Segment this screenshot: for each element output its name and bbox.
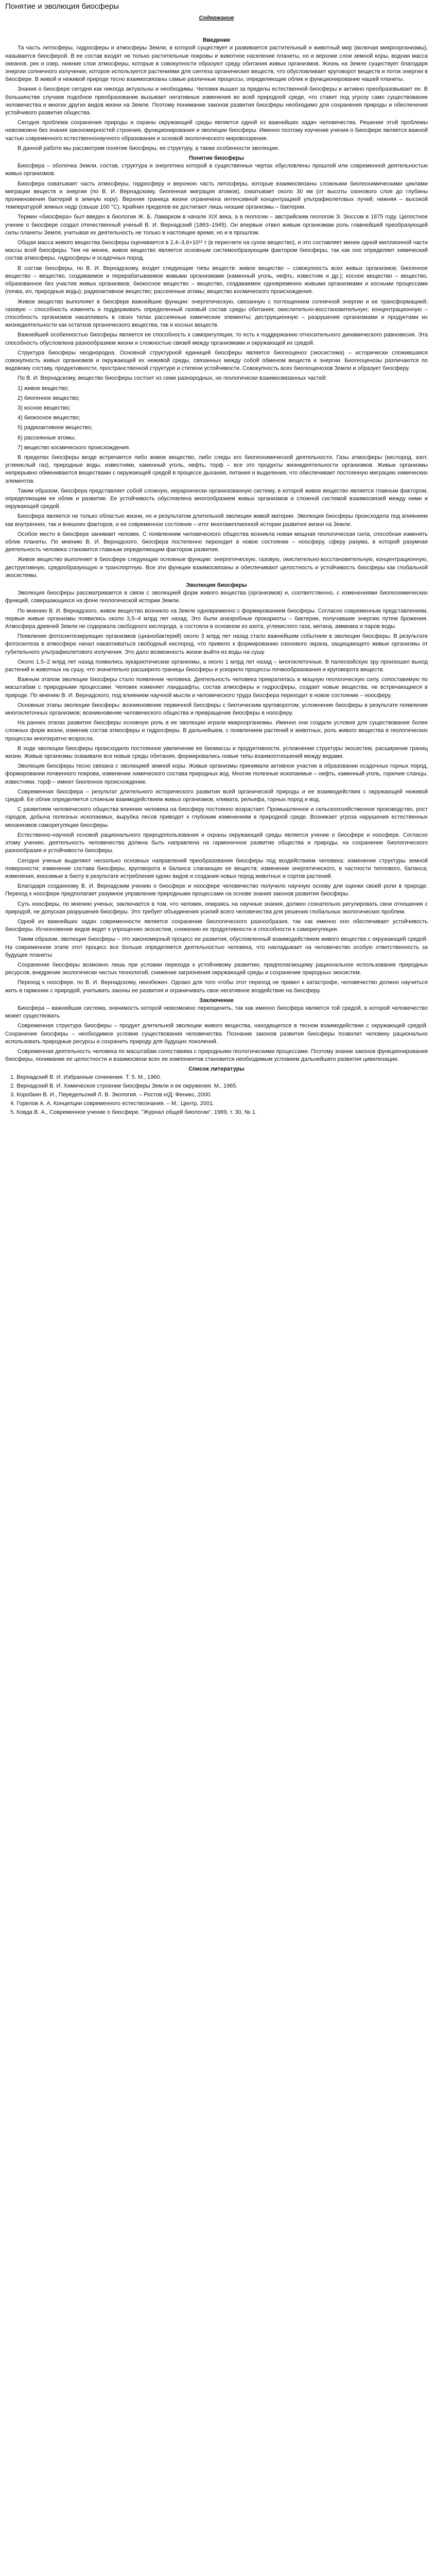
paragraph: 7) вещество космического происхождения. (18, 444, 131, 451)
section-references (5, 1065, 428, 1116)
references-list (5, 1074, 428, 1117)
reference-item: 4. Горелов А. А. Концепции современного естествознания. – М.: Центр, 2001. (10, 1100, 215, 1107)
section-conclusion (5, 997, 428, 1064)
paragraph: Знания о биосфере сегодня как никогда актуальны и необходимы. Человек вышел за пределы естественной биосферы и активно преобразовывает ее. В большинстве случаев подобное преобразование вызывает негативные изменения во всей природной среде, что ставит под угрозу само существование человечества и многих других видов жизни на Земле. Поэтому понимание законов развития биосферы необходимо для сохранения природы и обеспечения устойчивого развития общества. (5, 86, 428, 116)
paragraph: Термин «биосфера» был введен в биологии Ж. Б. Ламарком в начале XIX века, а в геологии – австрийским геологом Э. Зюссом в 1875 году. Целостное учение о биосфере создал отечественный ученый В. И. Вернадский (1863–1945). Он впервые отвел живым организмам роль главнейшей преобразующей силы планеты Земля, учитывая их деятельность не только в настоящее время, но и в прошлом. (5, 214, 428, 236)
paragraph: 1) живое вещество; (18, 385, 69, 392)
paragraph: Общая масса живого вещества биосферы оценивается в 2,4–3,6×10¹² т (в пересчете на сухое вещество), и это составляет менее одной миллионной части массы всей биосферы. Тем не менее, живое вещество является основным системообразующим фактором биосферы, так как оно определяет химический состав атмосферы, гидросферы и осадочных пород. (5, 240, 428, 262)
document-title: Понятие и эволюция биосферы (5, 2, 119, 11)
paragraph: По мнению В. И. Вернадского, живое вещество возникло на Земле одновременно с формированием биосферы. Согласно современным представлениям, первые живые организмы появились около 3,5–4 млрд лет назад. Это были анаэробные прокариоты – бактерии, получавшие энергию путем брожения. Атмосфера древней Земли не содержала свободного кислорода, а состояла в основном из азота, углекислого газа, метана, аммиака и паров воды. (5, 607, 428, 630)
paragraph: Сегодня проблема сохранения природы и охраны окружающей среды является одной из важнейших задач человечества. Решение этой проблемы невозможно без знания закономерностей строения, функционирования и эволюции биосферы. Именно поэтому изучение учения о биосфере является важной частью современного естественнонаучного образования и основой экологического мировоззрения. (5, 120, 428, 142)
paragraph: 4) биокосное вещество; (18, 415, 80, 421)
paragraph: Современная биосфера – результат длительного исторического развития всей органической природы и ее взаимодействия с окружающей неживой средой. Ее облик определяется сложным взаимодействием живых организмов, климата, рельефа, горных пород и вод. (5, 788, 428, 803)
paragraph: В данной работе мы рассмотрим понятие биосферы, ее структуру, а также особенности эволюции. (18, 145, 280, 151)
paragraph: Живое вещество выполняет в биосфере важнейшие функции: энергетическую, связанную с поглощением солнечной энергии и ее трансформацией; газовую – способность изменять и поддерживать определенный газовый состав среды обитания; окислительно-восстановительную; концентрационную – способность организмов накапливать в своих телах рассеянные химические элементы; деструкционную – разрушение организмами и продуктами их жизнедеятельности как остатков органического вещества, так и косных веществ. (5, 298, 428, 329)
references-heading: Список литературы (188, 1066, 245, 1073)
conclusion-body (5, 1005, 428, 1063)
paragraph: Современная деятельность человека по масштабам сопоставима с природными геологическими процессами. Поэтому знание законов функционирования биосферы, понимание ее целостности и взаимосвязи всех ее компонентов становится необходимым условием дальнейшего развития цивилизации. (5, 1048, 428, 1063)
paragraph: Биосфера – оболочка Земли, состав, структура и энергетика которой в существенных чертах обусловлены прошлой или современной деятельностью живых организмов. (5, 163, 428, 177)
paragraph: 2) биогенное вещество; (18, 395, 80, 401)
reference-item: 1. Вернадский В. И. Избранные сочинения. Т. 5. М., 1960. (10, 1074, 162, 1080)
paragraph: Особое место в биосфере занимает человек. С появлением человеческого общества возникла новая мощная геологическая сила, способная изменять облик планеты. По мнению В. И. Вернадского, биосфера постепенно переходит в новое состояние – ноосферу, сферу разума, в которой разумная деятельность человека становится главным определяющим фактором развития. (5, 531, 428, 553)
conclusion-heading: Заключение (199, 997, 234, 1004)
reference-item: 3. Коробкин В. И., Передельский Л. В. Экология. – Ростов н/Д: Феникс, 2000. (10, 1091, 212, 1098)
section-concept (5, 155, 428, 580)
section-evolution (5, 582, 428, 995)
paragraph: Одной из важнейших задач современности является сохранение биологического разнообразия, так как именно оно обеспечивает устойчивость биосферы. Исчезновение видов ведет к упрощению экосистем, снижению их продуктивности и способности к саморегуляции. (5, 918, 428, 933)
introduction-body (5, 44, 428, 152)
paragraph: Биосфера охватывает часть атмосферы, гидросферу и верхнюю часть литосферы, которые взаимосвязаны сложными биогеохимическими циклами миграции веществ и энергии (по В. И. Вернадскому, биогенная миграция атомов), охватывает около 30 км (от высоты озонового слоя до глубины проникновения бактерий в земную кору). Верхняя граница жизни ограничена интенсивной концентрацией ультрафиолетовых лучей; нижняя – высокой температурой земных недр (свыше 100 °С). Крайних пределов ее достигают лишь низшие организмы – бактерии. (5, 180, 428, 211)
paragraph: Появление фотосинтезирующих организмов (цианобактерий) около 3 млрд лет назад стало важнейшим событием в эволюции биосферы. В результате фотосинтеза в атмосфере начал накапливаться свободный кислород, что привело к формированию озонового экрана, защищающего живые организмы от губительного ультрафиолетового излучения. Это дало возможность жизни выйти из воды на сушу. (5, 633, 428, 655)
paragraph: Важнейшей особенностью биосферы является ее способность к саморегуляции, то есть к поддержанию относительного динамического равновесия. Эта способность обусловлена разнообразием жизни и сложностью связей между организмами и окружающей их средой. (5, 332, 428, 346)
paragraph: Структура биосферы неоднородна. Основной структурной единицей биосферы является биогеоценоз (экосистема) – исторически сложившаяся совокупность живых организмов и окружающей их неживой среды, связанных между собой обменом веществ и энергии. Биогеоценозы различаются по видовому составу, продуктивности, пространственной структуре и степени устойчивости. Совокупность всех биогеоценозов Земли и образует биосферу. (5, 349, 428, 372)
paragraph: Эволюция биосферы рассматривается в связи с эволюцией форм живого вещества (организмов) и, соответственно, с изменениями биогеохимических функций, совершающихся на фоне геологической истории Земли. (5, 590, 428, 604)
reference-item: 2. Вернадский В. И. Химическое строение биосферы Земли и ее окружения. М., 1965. (10, 1082, 238, 1089)
paragraph: Суть ноосферы, по мнению ученых, заключается в том, что человек, опираясь на научные знания, должен сознательно регулировать свои отношения с природой, не допуская разрушения биосферы. Это требует объединения усилий всего человечества для решения глобальных экологических проблем. (5, 901, 428, 915)
paragraph: Эволюция биосферы тесно связана с эволюцией земной коры. Живые организмы принимали активное участие в образовании осадочных горных пород, формировании почвенного покрова, изменении химического состава природных вод. Многие полезные ископаемые – нефть, каменный уголь, горючие сланцы, известняки, торф – имеют биогенное происхождение. (5, 763, 428, 785)
paragraph: Современная структура биосферы – продукт длительной эволюции живого вещества, находящегося в тесном взаимодействии с окружающей средой. Сохранение биосферы – необходимое условие существования человечества. Познание законов развития биосферы позволит человеку рационально использовать природные ресурсы и сохранить природу для будущих поколений. (5, 1023, 428, 1045)
paragraph: С развитием человеческого общества влияние человека на биосферу постоянно возрастает. Промышленное и сельскохозяйственное производство, рост городов, добыча полезных ископаемых, вырубка лесов приводят к глубоким изменениям в природной среде. Возникает угроза нарушения естественных механизмов саморегуляции биосферы. (5, 806, 428, 828)
paragraph: Сохранение биосферы возможно лишь при условии перехода к устойчивому развитию, предполагающему рациональное использование природных ресурсов, внедрение экологически чистых технологий, снижение загрязнения окружающей среды и сохранение природных экосистем. (5, 961, 428, 976)
paragraph: Живое вещество выполняет в биосфере следующие основные функции: энергетическую, газовую, окислительно-восстановительную, концентрационную, деструктивную, средообразующую и транспортную. Все эти функции взаимосвязаны и обеспечивают целостность и устойчивость биосферы как глобальной экосистемы. (5, 556, 428, 579)
paragraph: Благодаря созданному В. И. Вернадским учению о биосфере и ноосфере человечество получило научную основу для оценки своей роли в природе. Переход к ноосфере предполагает разумное управление природными процессами на основе знания законов развития биосферы. (5, 883, 428, 897)
section-introduction (5, 37, 428, 152)
paragraph: В ходе эволюции биосферы происходило постоянное увеличение ее биомассы и продуктивности, усложнение структуры экосистем, расширение границ жизни. Живые организмы осваивали все новые среды обитания, формировались новые типы взаимоотношений между видами. (5, 745, 428, 760)
paragraph: 6) рассеянные атомы; (18, 434, 76, 441)
paragraph: Сегодня ученые выделяют несколько основных направлений преобразования биосферы под воздействием человека: изменение структуры земной поверхности; изменение состава биосферы, круговорота и баланса слагающих ее веществ; изменение энергетического, в частности теплового, баланса; изменения, вносимые в биоту в результате истребления одних видов и создания новых пород животных и сортов растений. (5, 857, 428, 879)
paragraph: Та часть литосферы, гидросферы и атмосферы Земли, в которой существует и развивается растительный и животный мир (включая микроорганизмы), называется биосферой. В ее состав входят не только растительные покровы и животное население планеты, но и верхние слои земной коры, водная масса океанов, рек и озер, нижние слои атмосферы, которые в совокупности образуют среду обитания живых организмов. Жизнь на Земле существует благодаря энергии солнечного излучения, которое используется растениями для синтеза органических веществ, что обусловливает круговорот веществ и поток энергии в биосфере. В живой и неживой природе тесно взаимосвязаны самые различные процессы, определяющие облик и функционирование нашей планеты. (5, 45, 428, 83)
table-of-contents-heading: Содержание (199, 15, 234, 21)
paragraph: На ранних этапах развития биосферы основную роль в ее эволюции играли микроорганизмы. Именно они создали условия для существования более сложных форм жизни, изменив состав атмосферы и гидросферы. В дальнейшем, с появлением растений и животных, роль живого вещества в геологических процессах многократно возросла. (5, 720, 428, 742)
evolution-heading: Эволюция биосферы (186, 582, 247, 588)
paragraph: Естественно-научной основой рационального природопользования и охраны окружающей среды является учение о биосфере и ноосфере. Согласно этому учению, деятельность человечества должна быть направлена на гармоничное развитие общества и природы, на сохранение биологического разнообразия и устойчивости биосферы. (5, 832, 428, 854)
concept-body (5, 162, 428, 580)
paragraph: В пределах биосферы везде встречается либо живое вещество, либо следы его биогеохимической деятельности. Газы атмосферы (кислород, азот, углекислый газ), природные воды, известняки, каменный уголь, нефть, торф – все это продукты жизнедеятельности организмов. Живые организмы непрерывно обмениваются веществами с окружающей средой в процессе дыхания, питания и выделения, что обеспечивает постоянную миграцию химических элементов. (5, 454, 428, 484)
paragraph: Биосфера – важнейшая система, значимость которой невозможно переоценить, так как именно биосфера является той средой, в которой человечество может существовать. (5, 1005, 428, 1020)
paragraph: 5) радиоактивное вещество; (18, 425, 93, 431)
paragraph: Основные этапы эволюции биосферы: возникновение первичной биосферы с биотическим круговоротом; усложнение биосферы в результате появления многоклеточных организмов; возникновение человеческого общества и превращение биосферы в ноосферу. (5, 702, 428, 717)
paragraph: По В. И. Вернадскому, вещество биосферы состоит из семи разнородных, но геологически взаимосвязанных частей: (18, 375, 327, 382)
evolution-body (5, 589, 428, 995)
concept-heading: Понятие биосферы (189, 155, 244, 162)
reference-item: 5. Ковда В. А., Современное учение о биосфере. "Журнал общей биологии", 1969, т. 30, № 1. (10, 1109, 257, 1116)
paragraph: Около 1,5–2 млрд лет назад появились эукариотические организмы, а около 1 млрд лет назад – многоклеточные. В палеозойскую эру произошел выход растений и животных на сушу, что значительно расширило границы биосферы и ускорило процессы почвообразования и круговорота веществ. (5, 658, 428, 673)
introduction-heading: Введение (202, 37, 231, 44)
paragraph: Биосфера является не только областью жизни, но и результатом длительной эволюции живой материи. Эволюция биосферы происходила под влиянием как внутренних, так и внешних факторов, и ее современное состояние – итог многомиллионной истории развития жизни на Земле. (5, 513, 428, 528)
paragraph: Таким образом, биосфера представляет собой сложную, иерархически организованную систему, в которой живое вещество является главным фактором, определяющим ее облик и развитие. Ее устойчивость обусловлена многообразием живых организмов и сложной системой взаимосвязей между ними и окружающей средой. (5, 487, 428, 510)
paragraph: 3) косное вещество; (18, 404, 71, 411)
paragraph: Таким образом, эволюция биосферы – это закономерный процесс ее развития, обусловленный взаимодействием живого вещества с окружающей средой. На современном этапе этот процесс все больше определяется деятельностью человека, что накладывает на человечество особую ответственность за будущее планеты. (5, 936, 428, 958)
paragraph: Важным этапом эволюции биосферы стало появление человека. Деятельность человека превратилась в мощную геологическую силу, сопоставимую по масштабам с природными процессами. Человек изменяет ландшафты, состав атмосферы и гидросферы, создает новые вещества, не встречающиеся в природе. По мнению В. И. Вернадского, под влиянием научной мысли и человеческого труда биосфера переходит в новое состояние – ноосферу. (5, 676, 428, 699)
paragraph: Переход к ноосфере, по В. И. Вернадскому, неизбежен. Однако для того чтобы этот переход не привел к катастрофе, человечество должно научиться жить в гармонии с природой, учитывать законы ее развития и ограничивать свое негативное воздействие на биосферу. (5, 979, 428, 994)
document-page (0, 0, 436, 1139)
paragraph: В состав биосферы, по В. И. Вернадскому, входят следующие типы веществ: живое вещество – совокупность всех живых организмов; биогенное вещество – вещество, создаваемое и перерабатываемое живыми организмами (каменный уголь, нефть, известняк и др.); косное вещество – вещество, образованное без участия живых организмов; биокосное вещество – вещество, создаваемое одновременно живыми организмами и косными процессами (почва, ил, природные воды); радиоактивное вещество; рассеянные атомы; вещество космического происхождения. (5, 265, 428, 295)
